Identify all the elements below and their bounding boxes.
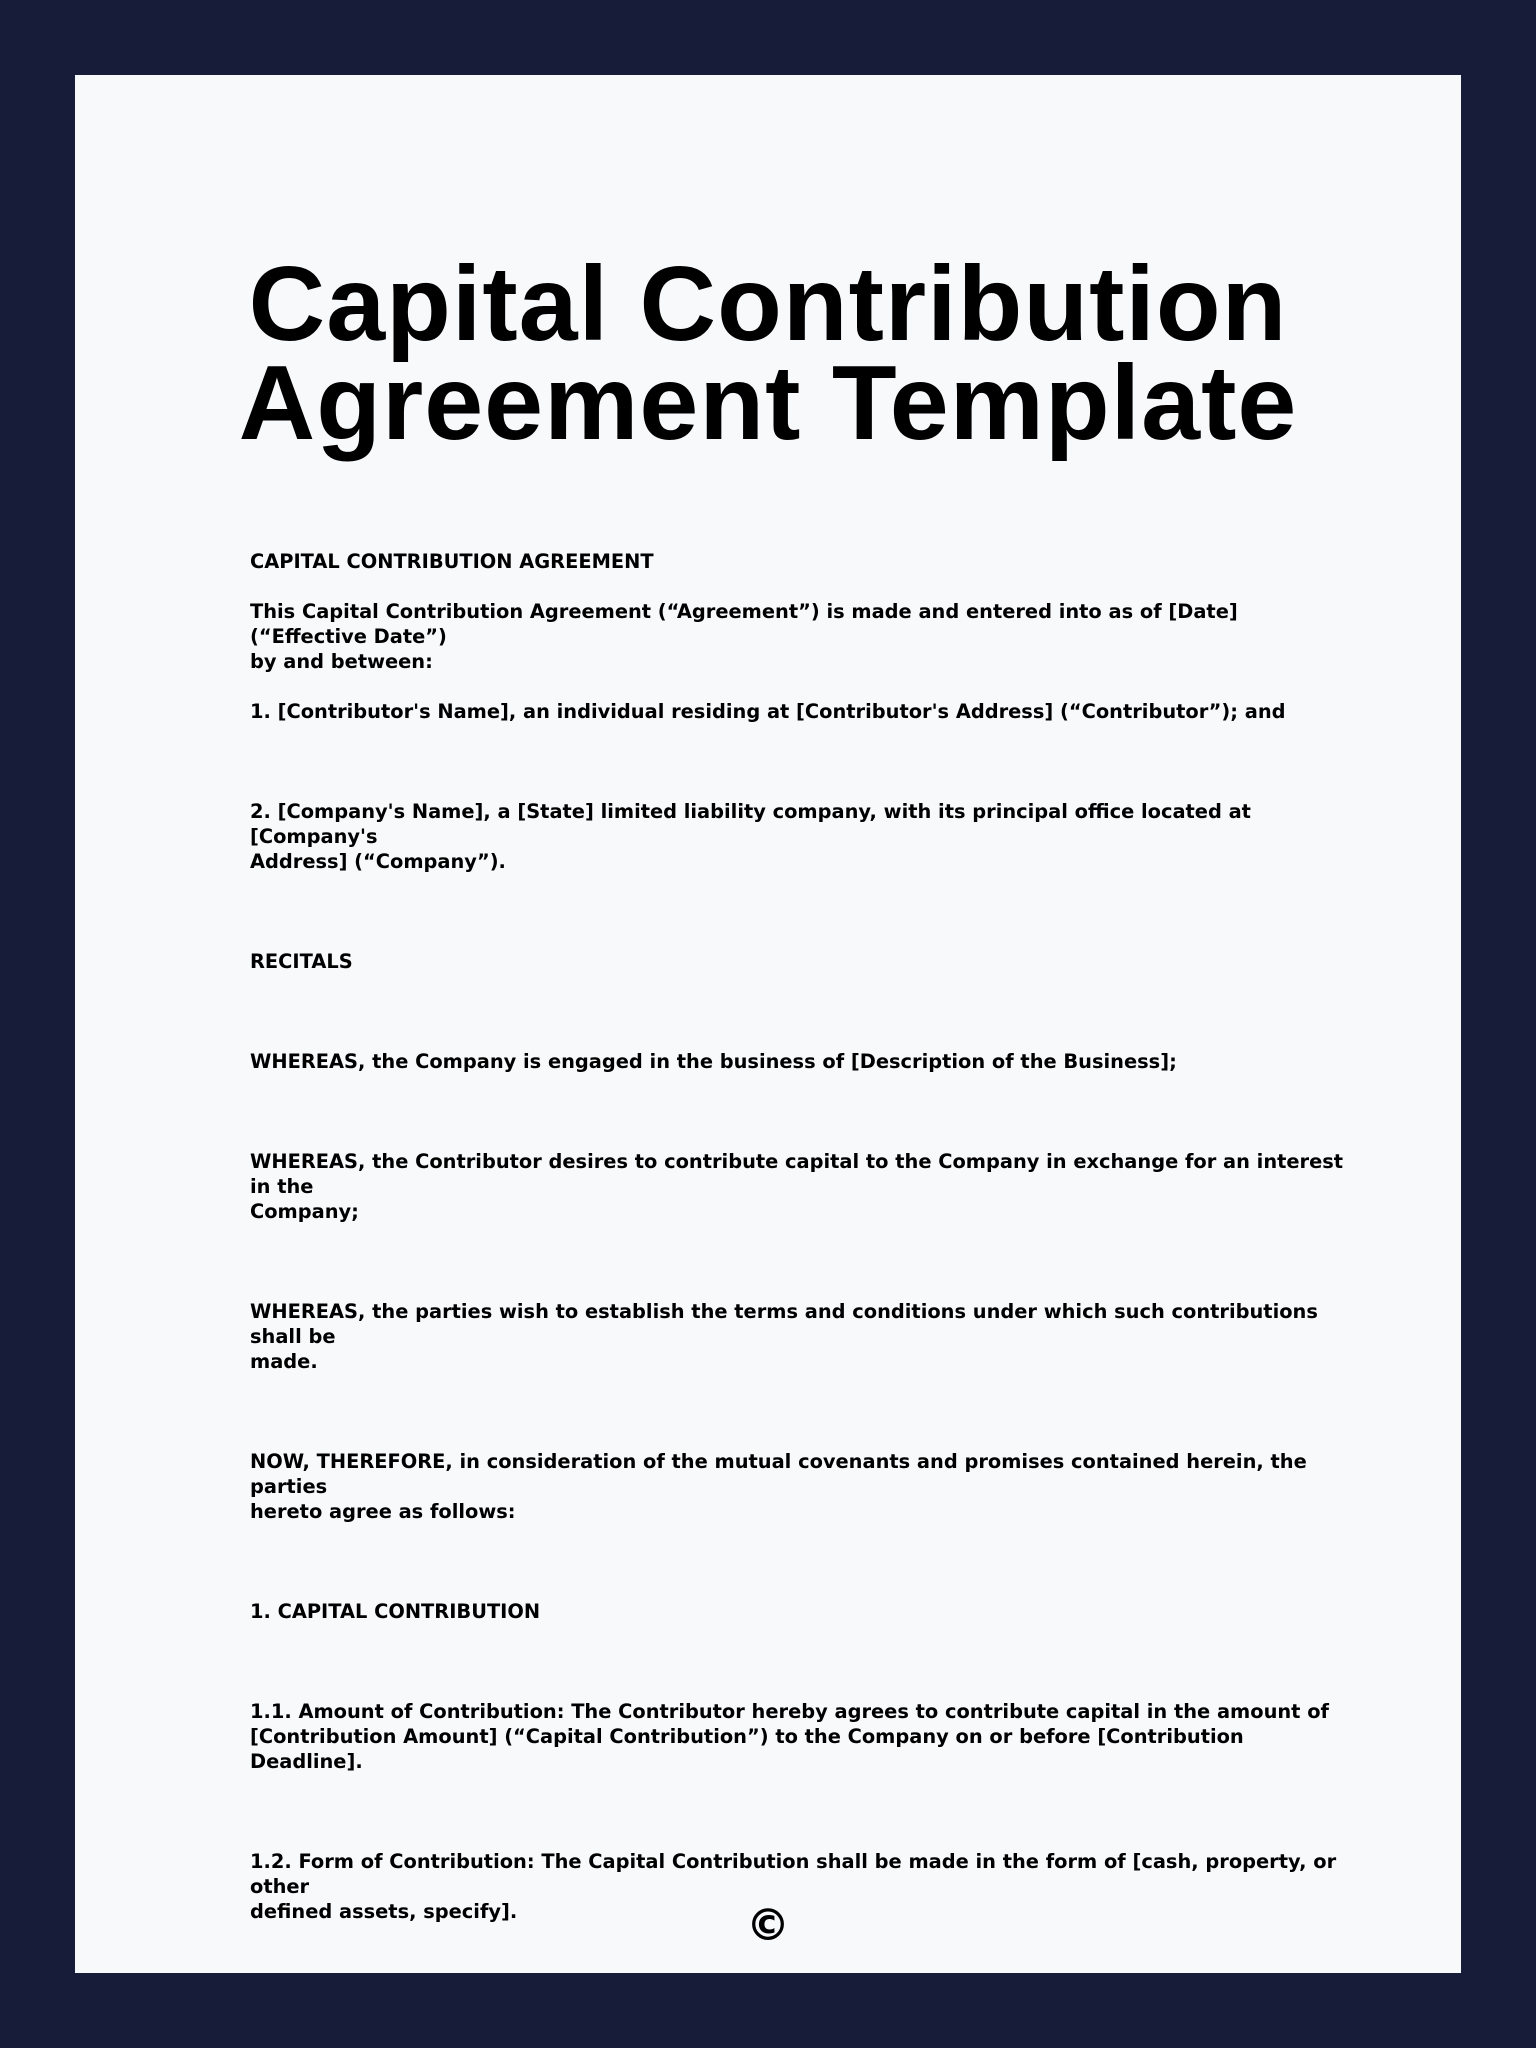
whereas-2-paragraph: WHEREAS, the Contributor desires to contribute capital to the Company in exchange for an interest in the Company; [250, 1150, 1344, 1223]
document-page [75, 75, 1461, 1973]
intro-paragraph: This Capital Contribution Agreement (“Agreement”) is made and entered into as of [Date] (“Effective Date”) by and between: [250, 600, 1238, 673]
whereas-3-paragraph: WHEREAS, the parties wish to establish the terms and conditions under which such contributions shall be made. [250, 1300, 1318, 1373]
document-body [250, 549, 1360, 1924]
section-1-1-paragraph: 1.1. Amount of Contribution: The Contributor hereby agrees to contribute capital in the amount of [Contribution Amount] (“Capital Contribution”) to the Company on or before [Contribution Deadline]. [250, 1700, 1329, 1773]
copyright-icon: © [746, 1900, 790, 1951]
party-2-paragraph: 2. [Company's Name], a [State] limited liability company, with its principal office located at [Company's Address] (“Company”). [250, 800, 1251, 873]
party-1-paragraph: 1. [Contributor's Name], an individual residing at [Contributor's Address] (“Contributor”); and [250, 700, 1286, 723]
agreement-heading: CAPITAL CONTRIBUTION AGREEMENT [250, 550, 654, 573]
whereas-1-paragraph: WHEREAS, the Company is engaged in the business of [Description of the Business]; [250, 1050, 1177, 1073]
section-1-2-paragraph: 1.2. Form of Contribution: The Capital Contribution shall be made in the form of [cash, property, or other defined assets, specify]. [250, 1850, 1337, 1923]
now-therefore-paragraph: NOW, THEREFORE, in consideration of the mutual covenants and promises contained herein, the parties hereto agree as follows: [250, 1450, 1307, 1523]
document-title: Capital Contribution Agreement Template [238, 245, 1298, 462]
recitals-heading: RECITALS [250, 950, 353, 973]
section-1-heading: 1. CAPITAL CONTRIBUTION [250, 1600, 541, 1623]
